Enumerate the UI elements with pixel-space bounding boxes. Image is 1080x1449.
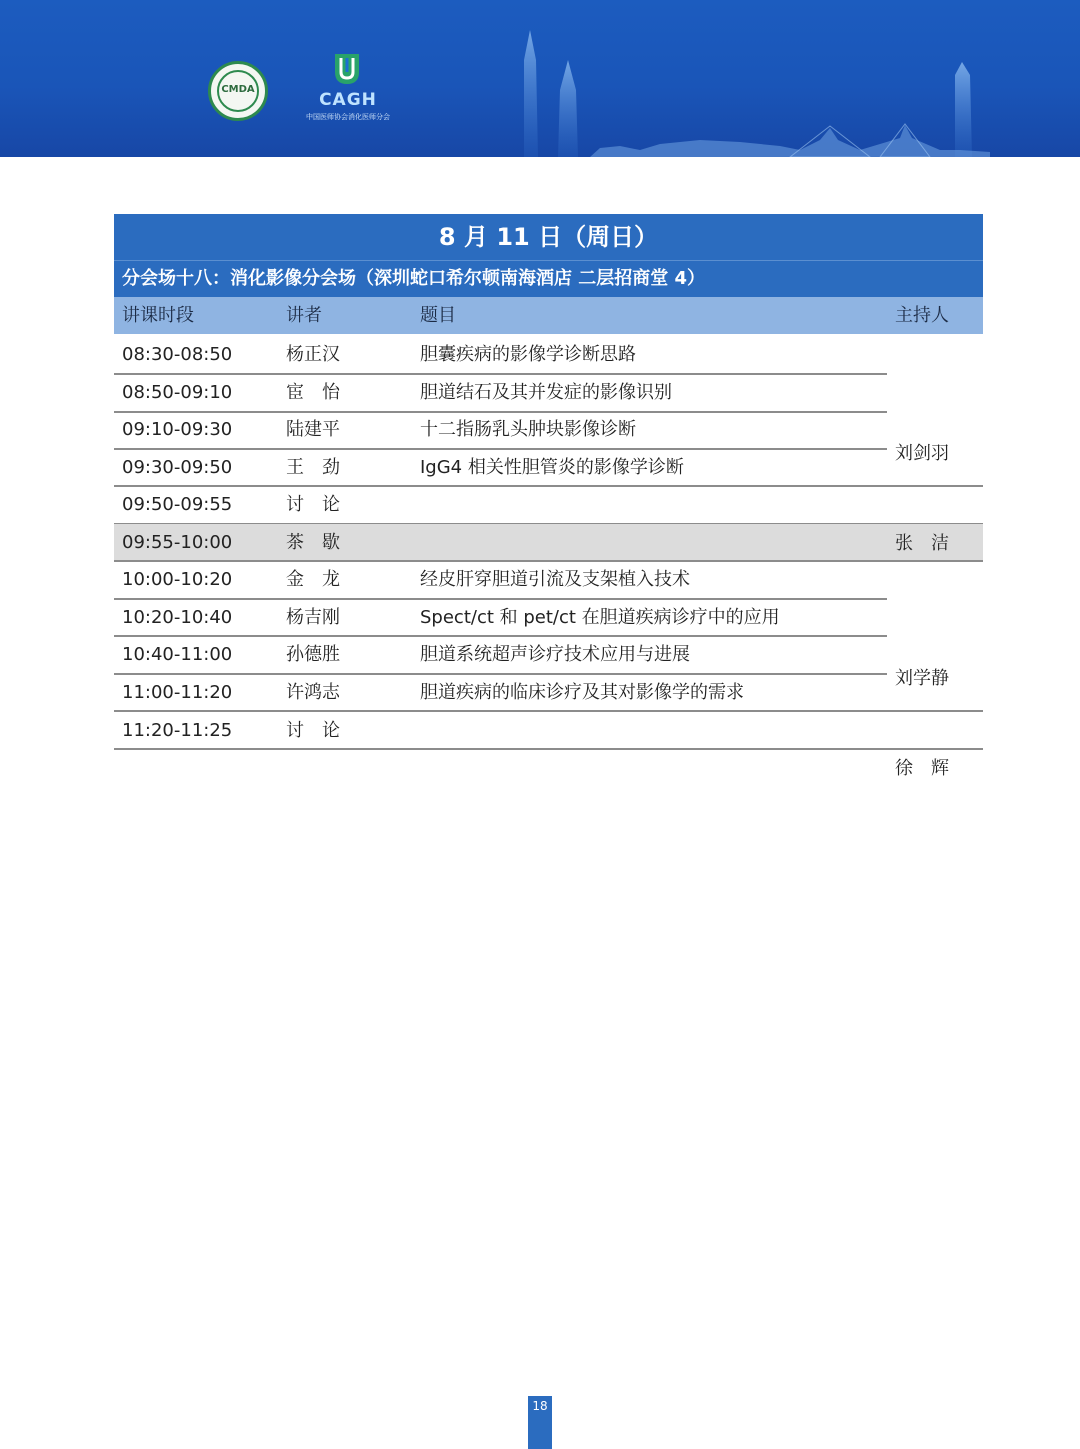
speaker-cell: 讨 论 bbox=[286, 720, 340, 741]
speaker-cell: 孙德胜 bbox=[286, 644, 340, 665]
topic-cell: 胆道疾病的临床诊疗及其对影像学的需求 bbox=[420, 682, 744, 703]
time-cell: 11:00-11:20 bbox=[122, 682, 233, 703]
time-cell: 08:50-09:10 bbox=[122, 382, 233, 403]
venue-title: 分会场十八：消化影像分会场（深圳蛇口希尔顿南海酒店 二层招商堂 4） bbox=[114, 261, 983, 297]
topic-cell: 胆道结石及其并发症的影像识别 bbox=[420, 382, 672, 403]
speaker-cell: 陆建平 bbox=[286, 419, 340, 440]
topic-cell: 胆道系统超声诊疗技术应用与进展 bbox=[420, 644, 690, 665]
page-number: 18 bbox=[528, 1396, 552, 1449]
column-header-host: 主持人 bbox=[895, 305, 949, 326]
table-row bbox=[114, 486, 983, 523]
time-cell: 09:30-09:50 bbox=[122, 457, 233, 478]
host-group-2 bbox=[895, 604, 949, 844]
topic-cell: IgG4 相关性胆管炎的影像学诊断 bbox=[420, 457, 684, 478]
topic-cell: 十二指肠乳头肿块影像诊断 bbox=[420, 419, 636, 440]
host-name: 张 洁 bbox=[895, 533, 949, 554]
table-row bbox=[114, 636, 983, 673]
host-name: 徐 辉 bbox=[895, 758, 949, 779]
topic-cell: 胆囊疾病的影像学诊断思路 bbox=[420, 344, 636, 365]
speaker-cell: 杨正汉 bbox=[286, 344, 340, 365]
column-header-time: 讲课时段 bbox=[122, 305, 194, 326]
date-title: 8 月 11 日（周日） bbox=[114, 214, 983, 261]
cagh-emblem-icon bbox=[332, 52, 362, 86]
cagh-logo: CAGH 中国医师协会消化医师分会 bbox=[303, 52, 393, 128]
time-cell: 09:55-10:00 bbox=[122, 532, 233, 553]
speaker-cell: 杨吉刚 bbox=[286, 607, 340, 628]
speaker-cell: 宦 怡 bbox=[286, 382, 340, 403]
speaker-cell: 茶 歇 bbox=[286, 532, 340, 553]
table-row bbox=[114, 449, 983, 486]
table-row bbox=[114, 712, 983, 749]
topic-cell: Spect/ct 和 pet/ct 在胆道疾病诊疗中的应用 bbox=[420, 607, 780, 628]
column-header-topic: 题目 bbox=[420, 305, 456, 326]
table-row bbox=[114, 561, 983, 598]
table-row bbox=[114, 336, 983, 373]
speaker-cell: 金 龙 bbox=[286, 569, 340, 590]
schedule-body bbox=[114, 334, 983, 779]
host-name: 刘学静 bbox=[895, 668, 949, 689]
table-row bbox=[114, 411, 983, 448]
header-banner bbox=[0, 0, 1080, 157]
table-row-break bbox=[114, 524, 983, 561]
table-row bbox=[114, 374, 983, 411]
schedule-table bbox=[114, 214, 983, 779]
time-cell: 08:30-08:50 bbox=[122, 344, 233, 365]
time-cell: 11:20-11:25 bbox=[122, 720, 233, 741]
speaker-cell: 讨 论 bbox=[286, 494, 340, 515]
speaker-cell: 许鸿志 bbox=[286, 682, 340, 703]
speaker-cell: 王 劲 bbox=[286, 457, 340, 478]
host-group-1 bbox=[895, 379, 949, 619]
column-header-row bbox=[114, 297, 983, 334]
time-cell: 10:00-10:20 bbox=[122, 569, 233, 590]
host-name: 刘剑羽 bbox=[895, 443, 949, 464]
column-header-speaker: 讲者 bbox=[286, 305, 322, 326]
time-cell: 10:40-11:00 bbox=[122, 644, 233, 665]
city-skyline-illustration bbox=[0, 0, 1080, 157]
time-cell: 10:20-10:40 bbox=[122, 607, 233, 628]
table-row bbox=[114, 599, 983, 636]
time-cell: 09:10-09:30 bbox=[122, 419, 233, 440]
cmda-logo: CMDA bbox=[208, 61, 268, 121]
table-row bbox=[114, 674, 983, 711]
topic-cell: 经皮肝穿胆道引流及支架植入技术 bbox=[420, 569, 690, 590]
time-cell: 09:50-09:55 bbox=[122, 494, 233, 515]
